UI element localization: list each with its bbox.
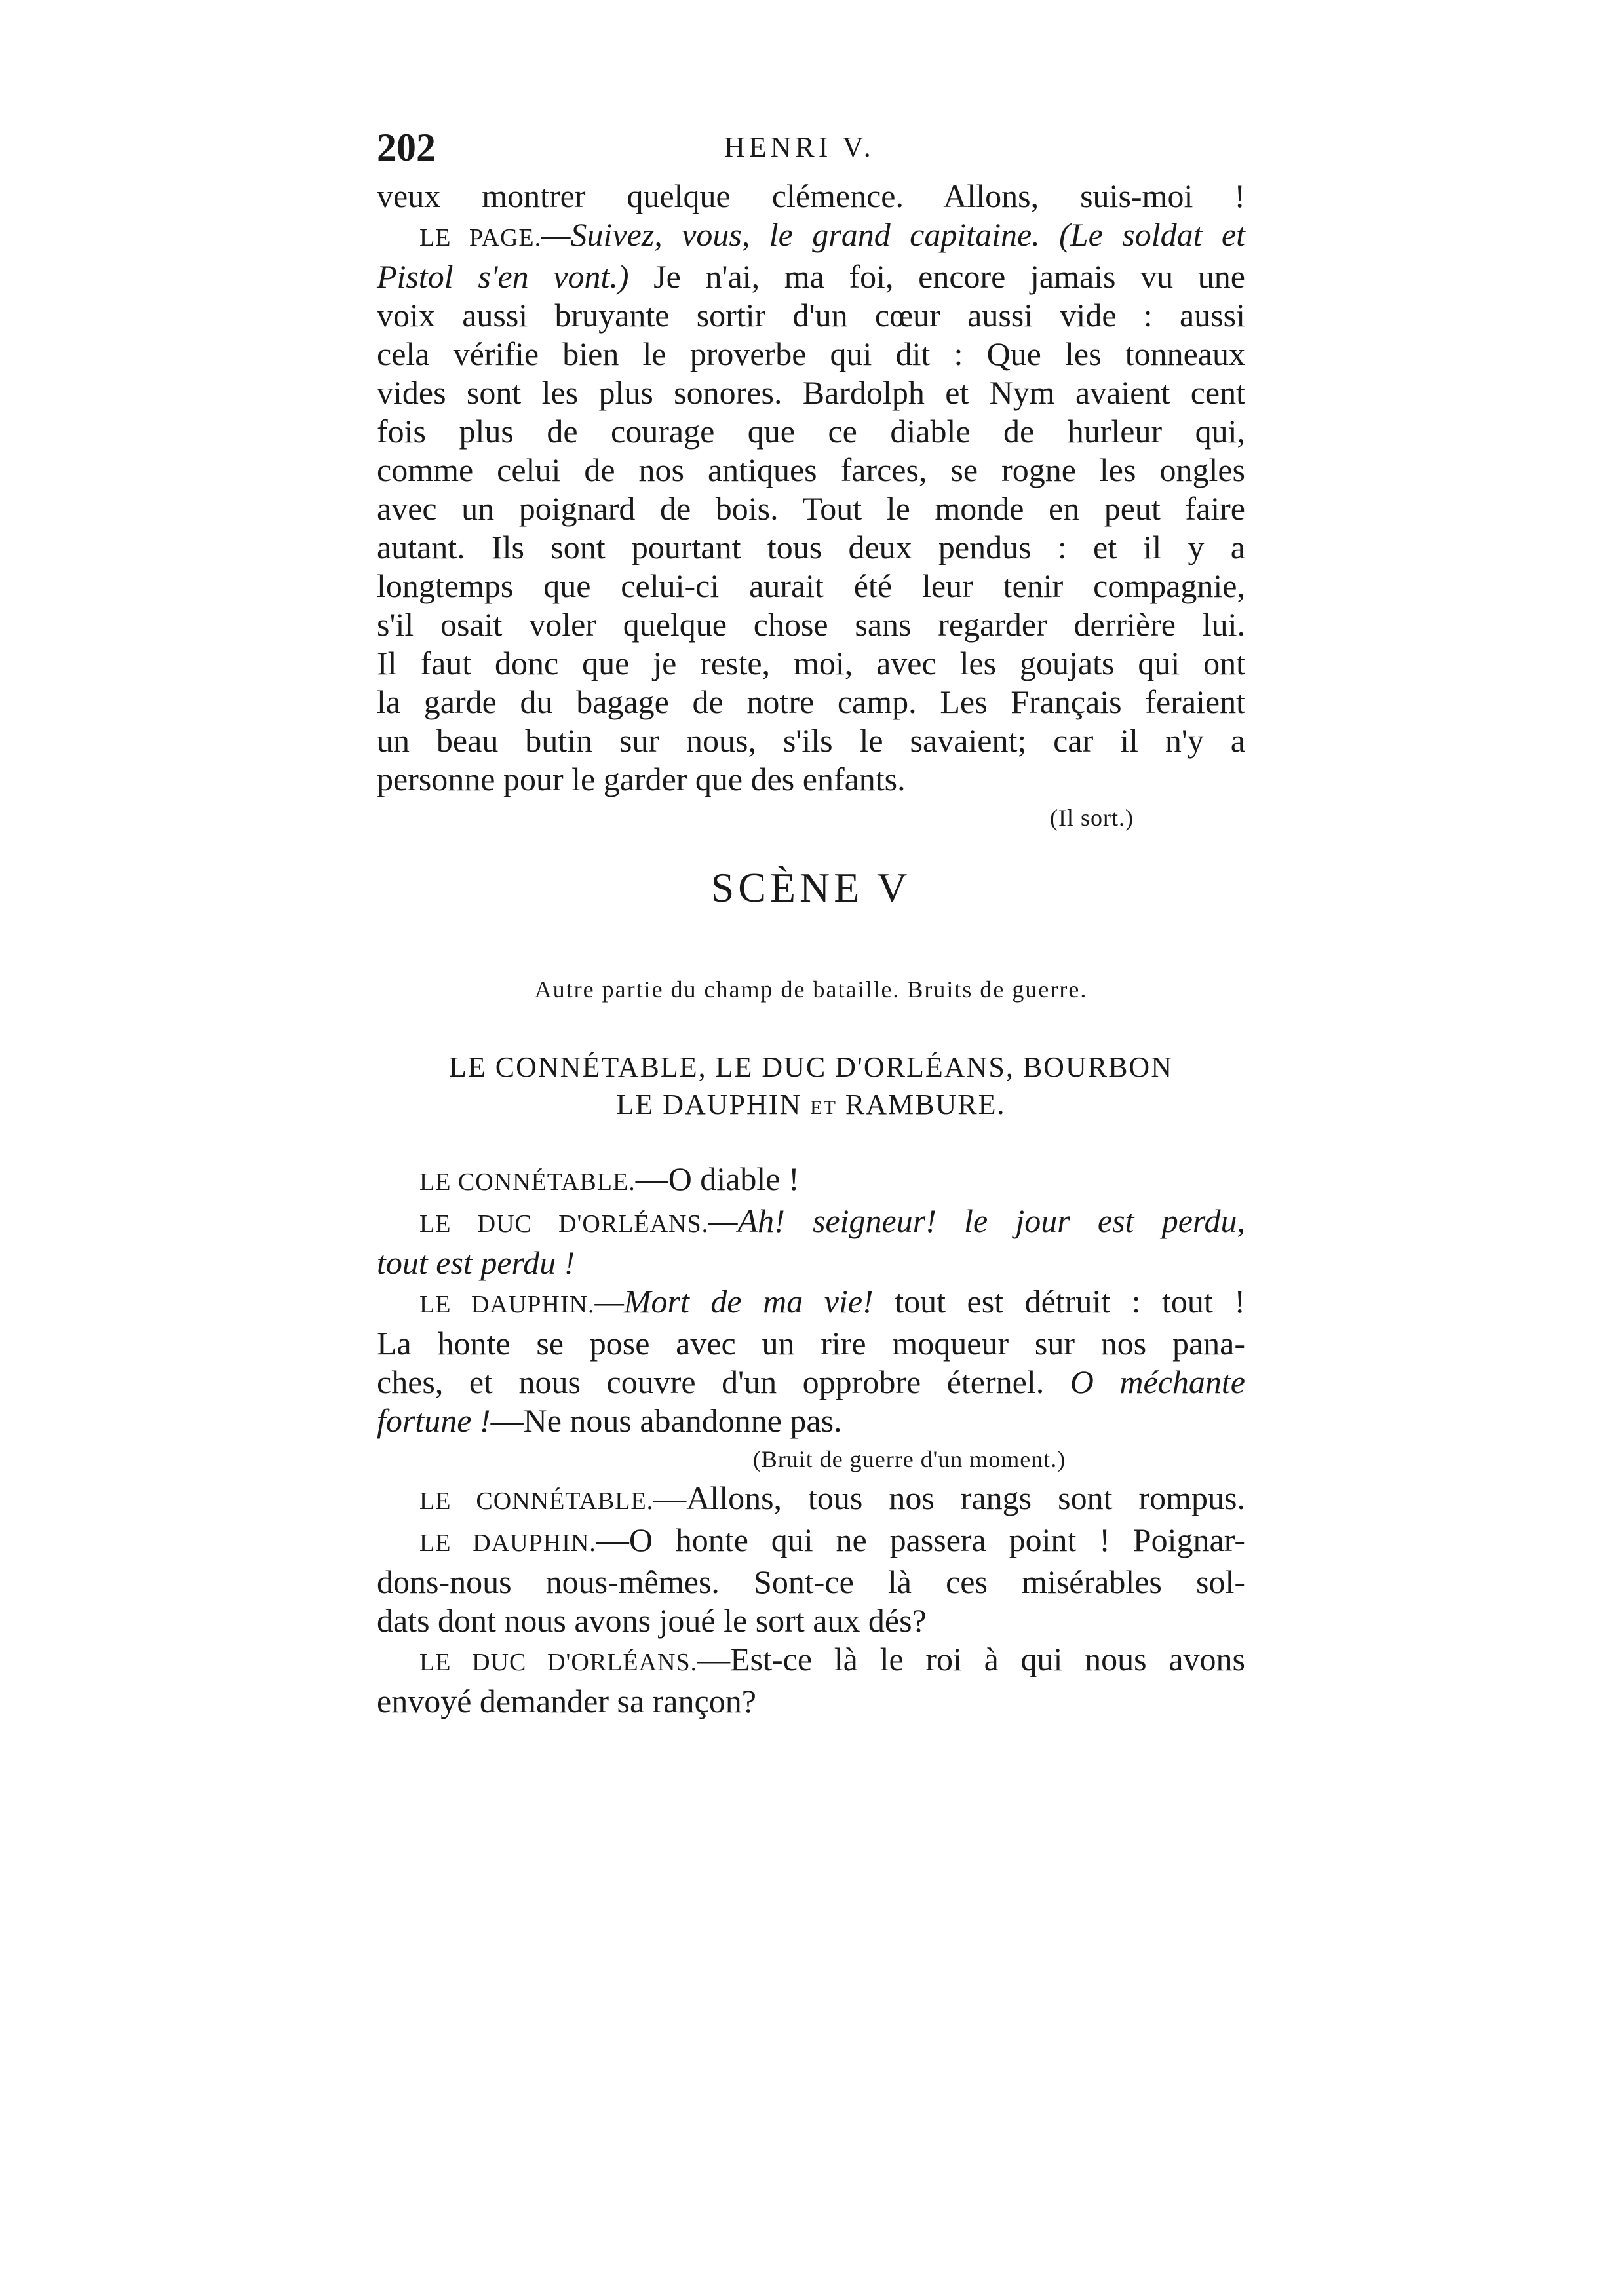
character-line: [377, 1086, 1245, 1126]
text-line: s'il osait voler quelque chose sans regarder derrière lui.: [377, 606, 1245, 643]
text-line: envoyé demander sa rançon?: [377, 1683, 756, 1719]
speech-text: —Est-ce là le roi à qui nous avons: [697, 1641, 1245, 1677]
text-line: longtemps que celui-ci aurait été leur tenir compagnie,: [377, 567, 1245, 604]
text-line: [377, 1479, 1245, 1521]
character-names: RAMBURE.: [836, 1088, 1006, 1120]
text-line: cela vérifie bien le proverbe qui dit : Que les tonneaux: [377, 335, 1245, 372]
speaker-name: LE DAUPHIN.: [419, 1291, 595, 1318]
speaker-name: LE DAUPHIN.: [419, 1529, 596, 1557]
stage-direction: (Bruit de guerre d'un moment.): [752, 1446, 1066, 1472]
speech-text: fortune !: [377, 1402, 491, 1439]
speaker-name: LE CONNÉTABLE.: [419, 1168, 636, 1196]
stage-direction: Pistol s'en vont.): [377, 258, 629, 295]
speaker-name: LE DUC D'ORLÉANS.: [419, 1649, 698, 1676]
text-line: personne pour le garder que des enfants.: [377, 761, 906, 797]
page-number: 202: [377, 126, 436, 169]
text-line: [377, 1402, 1245, 1440]
stage-direction: (Il sort.): [1050, 805, 1134, 831]
page-text-block-1: [377, 177, 1245, 837]
page-header: [377, 121, 1245, 174]
speech-text: —Mort de ma vie!: [594, 1283, 874, 1320]
text-line: [377, 1363, 1245, 1402]
scene-setting: Autre partie du champ de bataille. Bruits de guerre.: [534, 976, 1088, 1003]
text-line: [377, 216, 1245, 258]
running-head: HENRI V.: [724, 131, 875, 163]
conjunction: ET: [810, 1097, 837, 1119]
speech-text: —Ne nous abandonne pas.: [490, 1402, 842, 1439]
text-line: voix aussi bruyante sortir d'un cœur aussi vide : aussi: [377, 297, 1245, 334]
character-names: LE DAUPHIN: [616, 1088, 811, 1120]
speech-text: —Suivez, vous, le grand capitaine. (Le soldat et: [541, 216, 1245, 253]
text-line: comme celui de nos antiques farces, se rogne les ongles: [377, 451, 1245, 488]
character-line: LE CONNÉTABLE, LE DUC D'ORLÉANS, BOURBON: [449, 1051, 1173, 1083]
text-line: [377, 1160, 1245, 1202]
scene-title: SCÈNE V: [710, 864, 912, 911]
speech-text: —O honte qui ne passera point ! Poignar-: [596, 1521, 1245, 1558]
character-list: [377, 1048, 1245, 1126]
text-line: la garde du bagage de notre camp. Les Français feraient: [377, 683, 1245, 720]
speaker-name: LE PAGE.: [419, 224, 542, 252]
text-line: [377, 1202, 1245, 1244]
text-line: autant. Ils sont pourtant tous deux pendus : et il y a: [377, 529, 1245, 565]
text-line: tout est perdu !: [377, 1244, 575, 1281]
text-line: dons-nous nous-mêmes. Sont-ce là ces misérables sol-: [377, 1563, 1245, 1600]
speech-text: tout est détruit : tout !: [873, 1283, 1245, 1320]
page-text-block-2: [377, 1160, 1245, 1721]
text-line: [377, 1640, 1245, 1682]
speech-text: Je n'ai, ma foi, encore jamais vu une: [628, 258, 1245, 295]
speech-text: ches, et nous couvre d'un opprobre éternel.: [377, 1364, 1070, 1400]
text-line: dats dont nous avons joué le sort aux dés?: [377, 1602, 927, 1639]
text-line: La honte se pose avec un rire moqueur sur nos pana-: [377, 1325, 1245, 1362]
text-line: [377, 1282, 1245, 1324]
text-line: avec un poignard de bois. Tout le monde en peut faire: [377, 490, 1245, 527]
speech-text: —Ah! seigneur! le jour est perdu,: [708, 1202, 1245, 1239]
text-line: vides sont les plus sonores. Bardolph et Nym avaient cent: [377, 374, 1245, 411]
text-line: [377, 258, 1245, 296]
speaker-name: LE CONNÉTABLE.: [419, 1487, 654, 1515]
text-line: veux montrer quelque clémence. Allons, suis-moi !: [377, 178, 1245, 214]
speaker-name: LE DUC D'ORLÉANS.: [419, 1210, 709, 1238]
text-line: un beau butin sur nous, s'ils le savaient; car il n'y a: [377, 722, 1245, 759]
speech-text: —O diable !: [635, 1160, 800, 1197]
speech-text: O méchante: [1070, 1364, 1245, 1400]
text-line: fois plus de courage que ce diable de hurleur qui,: [377, 413, 1245, 450]
text-line: Il faut donc que je reste, moi, avec les goujats qui ont: [377, 645, 1245, 681]
speech-text: —Allons, tous nos rangs sont rompus.: [653, 1480, 1245, 1516]
text-line: [377, 1521, 1245, 1563]
